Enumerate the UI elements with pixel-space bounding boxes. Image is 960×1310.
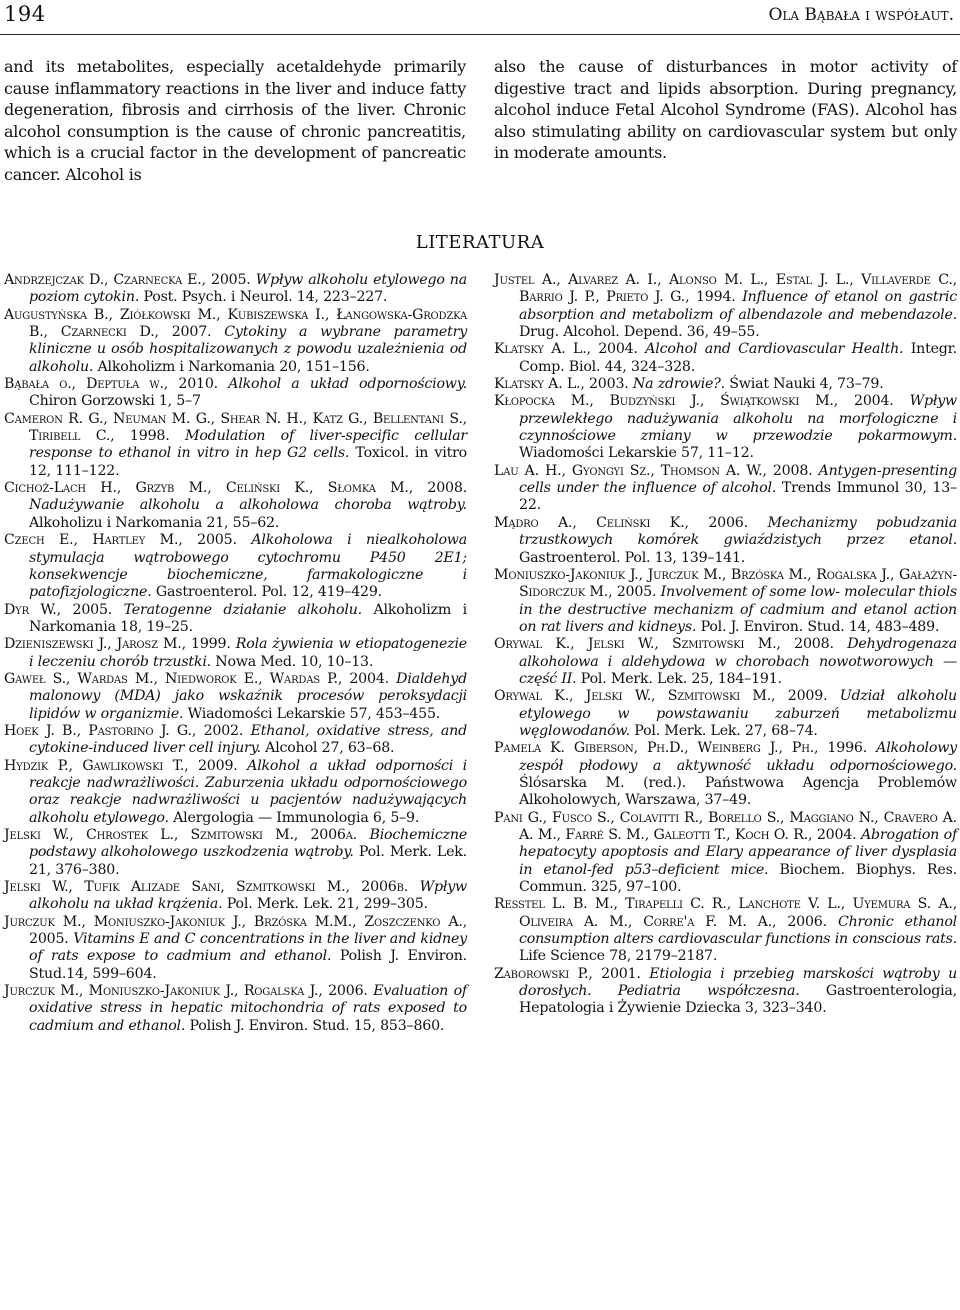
reference-source: Pol. Merk. Lek. 21, 376–380. [29,844,467,878]
reference-title: Wpływ przewlekłego nadużywania alkoholu na morfologiczne i czynnościowe zmiany w przewodzie pokarmowym. [519,393,958,445]
reference-authors: Zaborowski P., 2001. [494,965,641,982]
references-column-left [4,272,467,1035]
intro-text-right: also the cause of disturbances in motor activity of digestive tract and lipids absorption. During pregnancy, alcohol induce Fetal Alcohol Syndrome (FAS). Alcohol has also stimulating ability on cardiovascular system but only in moderate amounts. [494,57,957,162]
page-header [0,0,960,34]
reference-title: Etiologia i przebieg marskości wątroby u dorosłych. Pediatria współczesna. [519,965,958,1000]
reference-title: Udział alkoholu etylowego w powstawaniu zaburzeń metabolizmu węglowodanów. [519,688,957,739]
reference-title: Alkoholowy zespół płodowy a aktywność układu odpornościowego. [519,740,957,774]
reference-authors: Justel A., Alvarez A. I., Alonso M. L., Estal J. L., Villaverde C., Barrio J. P., Prieto J. G., 1994. [494,272,957,306]
reference-source: Drug. Alcohol. Depend. 36, 49–55. [519,324,760,341]
reference-source: Alkoholizm i Narkomania 20, 151–156. [97,358,370,375]
reference-source: Gastroenterol. Pol. 12, 419–429. [155,584,382,601]
reference-entry [4,480,467,532]
reference-title: Mechanizmy pobudzania trzustkowych komórek gwiaździstych przez etanol. [519,514,958,549]
reference-title: Alkohol a układ odporności i reakcje nadwrażliwości. Zaburzenia układu odpornościowego oraz reakcje nadwrażliwości u pacjentów nadużywających alkoholu etylowego. [29,757,468,826]
header-rule [0,34,960,35]
reference-entry [494,341,957,376]
reference-entry [4,636,467,671]
reference-title: Modulation of liver-specific cellular response to ethanol in vitro in hep G2 cells. [29,428,467,462]
reference-source: Nowa Med. 10, 10–13. [215,653,374,670]
reference-source: Chiron Gorzowski 1, 5–7 [29,393,201,410]
reference-title: Antygen-presenting cells under the influence of alcohol. [519,462,957,497]
reference-authors: Resstel L. B. M., Tirapelli C. R., Lanchote V. L., Uyemura S. A., Oliveira A. M., Corre'a F. M. A., 2006. [494,896,957,930]
reference-title: Involvement of some low- molecular thiols in the destructive mechanizm of cadmium and etanol action on rat livers and kidneys. [519,584,958,635]
reference-title: Ethanol, oxidative stress, and cytokine-induced liver cell injury. [29,722,468,757]
reference-entry [494,636,957,688]
reference-title: Dehydrogenaza alkoholowa i aldehydowa w chorobach nowotworowych — część II. [519,636,957,687]
reference-entry [494,515,957,567]
reference-title: Chronic ethanol consumption alters cardiovascular functions in conscious rats. [519,913,958,948]
reference-entry [494,688,957,740]
reference-entry [4,723,467,758]
reference-entry [4,272,467,307]
reference-source: Pol. Merk. Lek. 25, 184–191. [580,670,782,687]
reference-source: Świat Nauki 4, 73–79. [729,376,884,393]
reference-entry [494,272,957,341]
reference-title: Na zdrowie?. [632,376,725,393]
reference-authors: Cichoż-Lach H., Grzyb M., Celiński K., Słomka M., 2008. [4,480,467,497]
reference-title: Alcohol and Cardiovascular Health. [645,341,904,358]
reference-source: Pol. J. Environ. Stud. 14, 483–489. [700,618,940,635]
reference-authors: Jelski W., Chrostek L., Szmitowski M., 2006a. [4,827,358,843]
reference-entry [4,411,467,480]
reference-entry [494,810,957,897]
reference-title: Alkohol a układ odpornościowy. [228,376,467,393]
reference-source: Toxicol. in vitro 12, 111–122. [29,445,467,479]
reference-entry [4,914,467,983]
reference-entry [494,966,957,1018]
intro-text-left: and its metabolites, especially acetaldehyde primarily cause inflammatory reactions in the liver and induce fatty degeneration, fibrosis and cirrhosis of the liver. Chronic alcohol consumption is the cause of chronic pancreatitis, which is a crucial factor in the development of pancreatic cancer. Alcohol is [4,57,466,184]
reference-source: Post. Psych. i Neurol. 14, 223–227. [143,289,388,306]
reference-entry [4,532,467,601]
reference-source: Alergologia — Immunologia 6, 5–9. [173,809,420,826]
running-head: Ola Bąbała i współaut. [768,5,954,25]
reference-title: Rola żywienia w etiopatogenezie i leczeniu chorób trzustki. [29,636,468,670]
reference-authors: Kłopocka M., Budzyński J., Świątkowski M., 2004. [494,393,894,410]
reference-title: Teratogenne działanie alkoholu. [123,601,362,618]
reference-authors: Jelski W., Tufik Alizade Sani, Szmitkowski M., 2006b. [4,879,409,896]
reference-authors: Hoek J. B., Pastorino J. G., 2002. [4,722,244,739]
reference-authors: Moniuszko-Jakoniuk J., Jurczuk M., Brzóska M., Rogalska J., Gałażyn-Sidorczuk M., 2005. [494,566,957,601]
reference-authors: Mądro A., Celiński K., 2006. [494,514,748,531]
reference-authors: Orywal K., Jelski W., Szmitowski M., 2008. [494,636,834,653]
reference-title: Cytokiny a wybrane parametry kliniczne u osób hospitalizowanych z powodu uzależnienia od alkoholu. [29,324,468,375]
reference-authors: Augustyńska B., Ziółkowski M., Kubiszewska I., Łangowska-Grodzka B., Czarnecki D., 2007. [4,306,467,341]
reference-entry [4,983,467,1035]
reference-entry [4,758,467,827]
reference-source: Pol. Merk. Lek. 27, 68–74. [634,722,818,739]
reference-title: Abrogation of hepatocyty apoptosis and Elary appearance of liver dysplasia in etanol-fed p53–deficient mice. [519,827,957,878]
reference-entry [4,376,467,411]
reference-authors: Pamela K. Giberson, Ph.D., Weinberg J., Ph., 1996. [494,740,868,757]
references-column-right [494,272,957,1018]
reference-authors: Jurczuk M., Moniuszko-Jakoniuk J., Rogalska J., 2006. [4,983,368,1000]
reference-source: Trends Immunol 30, 13–22. [519,480,957,514]
reference-source: Gastroenterologia, Hepatologia i Żywienie Dziecka 3, 323–340. [519,983,957,1017]
reference-authors: Dzieniszewski J., Jarosz M., 1999. [4,636,231,653]
reference-entry [494,376,957,393]
reference-entry [4,671,467,723]
reference-authors: Bąbała o., Deptuła w., 2010. [4,376,218,393]
reference-authors: Jurczuk M., Moniuszko-Jakoniuk J., Brzóska M.M., Zoszczenko A., 2005. [4,913,467,948]
reference-authors: Hydzik P., Gawlikowski T., 2009. [4,757,238,774]
reference-title: Wpływ alkoholu etylowego na poziom cytokin. [29,272,467,306]
reference-title: Vitamins E and C concentrations in the liver and kidney of rats expose to cadmium and ethanol. [29,931,467,965]
reference-entry [4,307,467,376]
reference-entry [4,602,467,637]
reference-authors: Dyr W., 2005. [4,601,113,618]
reference-authors: Lau A. H., Gyongyi Sz., Thomson A. W., 2008. [494,462,813,479]
reference-source: Pol. Merk. Lek. 21, 299–305. [226,896,428,913]
reference-source: Alkoholizm i Narkomania 18, 19–25. [29,601,467,635]
reference-authors: Andrzejczak D., Czarnecka E., 2005. [4,272,251,288]
reference-authors: Orywal K., Jelski W., Szmitowski M., 2009. [494,688,828,705]
reference-entry [494,463,957,515]
reference-title: Biochemiczne podstawy alkoholowego uszkodzenia wątroby. [29,827,468,861]
reference-source: Life Science 78, 2179–2187. [519,948,718,965]
reference-title: Dialdehyd malonowy (MDA) jako wskaźnik procesów peroksydacji lipidów w organizmie. [29,670,467,722]
reference-entry [494,896,957,965]
reference-source: Gastroenterol. Pol. 13, 139–141. [519,549,746,566]
reference-entry [4,879,467,914]
reference-entry [494,740,957,809]
section-title: LITERATURA [415,232,545,253]
reference-title: Influence of etanol on gastric absorption and metabolizm of albendazole and mebendazole. [519,289,957,323]
reference-source: Wiadomości Lekarskie 57, 11–12. [519,445,754,462]
reference-title: Alkoholowa i niealkoholowa stymulacja wątrobowego cytochromu P450 2E1; konsekwencje biochemiczne, farmakologiczne i patofizjologiczne. [29,532,467,601]
reference-source: Polish J. Environ. Stud.14, 599–604. [29,948,467,982]
reference-authors: Czech E., Hartley M., 2005. [4,532,237,549]
reference-source: Biochem. Biophys. Res. Commun. 325, 97–100. [519,861,958,896]
reference-title: Evaluation of oxidative stress in hepatic mitochondria of rats exposed to cadmium and ethanol. [29,983,467,1034]
reference-source: Wiadomości Lekarskie 57, 453–455. [187,705,441,722]
reference-entry [494,567,957,636]
reference-source: Ślósarska M. (red.). Państwowa Agencja Problemów Alkoholowych, Warszawa, 37–49. [519,774,957,809]
reference-authors: Pani G., Fusco S., Colavitti R., Borello S., Maggiano N., Cravero A. A. M., Farré S. M., Galeotti T., Koch O. R., 2004. [494,809,957,843]
reference-source: Alcohol 27, 63–68. [265,740,395,757]
reference-title: Nadużywanie alkoholu a alkoholowa choroba wątroby. [29,497,467,514]
page-number: 194 [4,2,46,26]
reference-title: Wpływ alkoholu na układ krążenia. [29,879,468,913]
reference-authors: Gaweł S., Wardas M., Niedworok E., Wardas P., 2004. [4,670,389,687]
reference-entry [494,393,957,462]
reference-source: Polish J. Environ. Stud. 15, 853–860. [189,1017,445,1034]
reference-authors: Klatsky A. L., 2004. [494,341,638,358]
reference-source: Integr. Comp. Biol. 44, 324–328. [519,341,957,375]
reference-authors: Klatsky A. L., 2003. [494,376,629,393]
reference-source: Alkoholizu i Narkomania 21, 55–62. [29,514,280,531]
reference-entry [4,827,467,879]
reference-authors: Cameron R. G., Neuman M. G., Shear N. H., Katz G., Bellentani S., Tiribell C., 1998. [4,410,467,445]
